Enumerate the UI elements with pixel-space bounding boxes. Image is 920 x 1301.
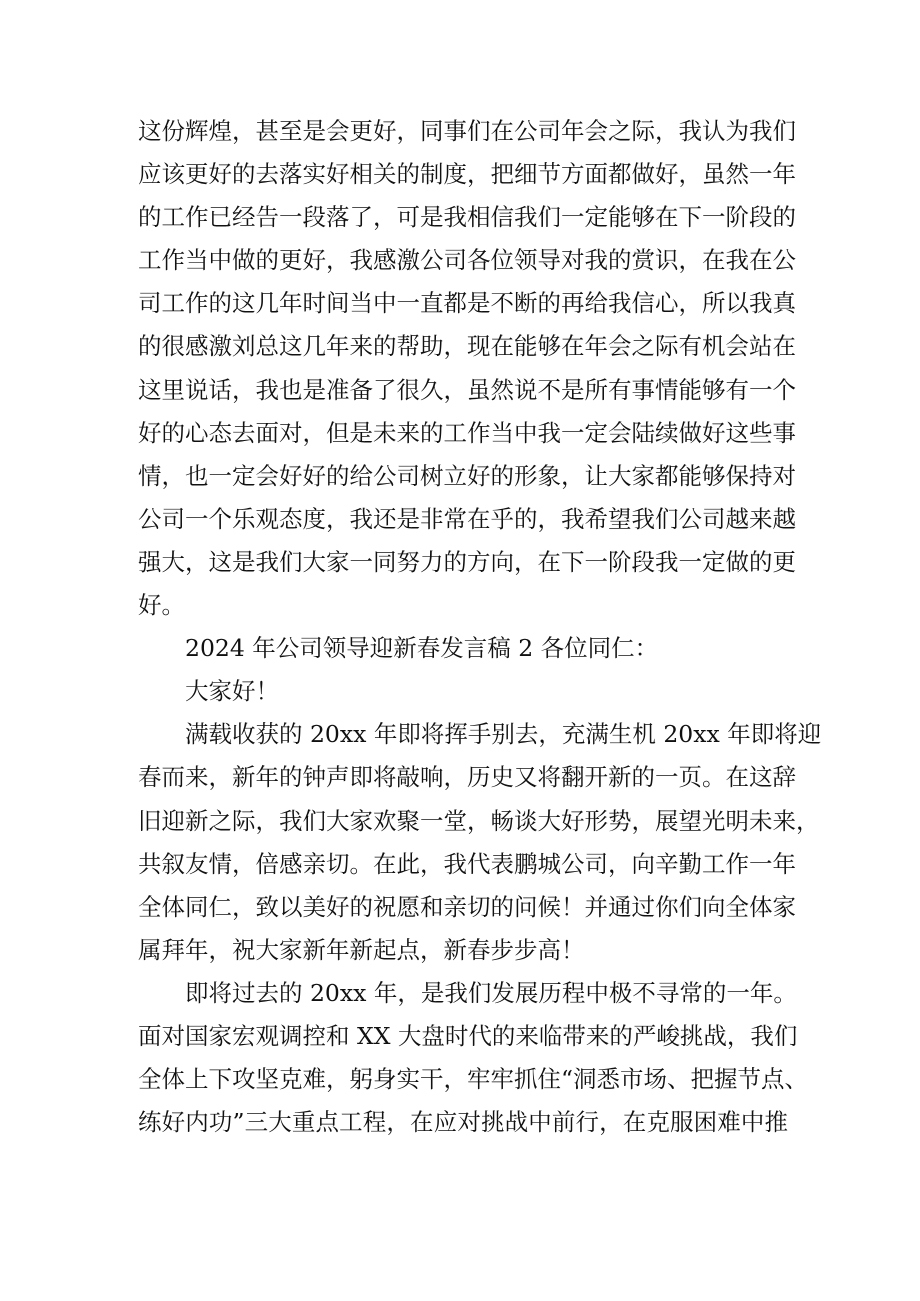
- speech-heading: [138, 627, 788, 670]
- text-line: 即将过去的 20xx 年，是我们发展历程中极不寻常的一年。: [185, 978, 797, 1007]
- text-line: 司工作的这几年时间当中一直都是不断的再给我信心，所以我真: [138, 289, 796, 318]
- text-line: 应该更好的去落实好相关的制度，把细节方面都做好，虽然一年: [138, 160, 796, 189]
- text-line: 情，也一定会好好的给公司树立好的形象，让大家都能够保持对: [138, 461, 796, 490]
- text-line: 全体同仁，致以美好的祝愿和亲切的问候！并通过你们向全体家: [138, 892, 796, 921]
- text-line: 面对国家宏观调控和 XX 大盘时代的来临带来的严峻挑战，我们: [138, 1021, 798, 1050]
- speech-title: 2024 年公司领导迎新春发言稿 2 各位同仁：: [185, 634, 659, 663]
- text-line: 好。: [138, 591, 185, 620]
- paragraph-continuation: [138, 110, 796, 627]
- text-line: 属拜年，祝大家新年新起点，新春步步高！: [138, 935, 585, 964]
- text-line: 这份辉煌，甚至是会更好，同事们在公司年会之际，我认为我们: [138, 117, 796, 145]
- text-line: 春而来，新年的钟声即将敲响，历史又将翻开新的一页。在这辞: [138, 763, 796, 792]
- text-line: 旧迎新之际，我们大家欢聚一堂，畅谈大好形势，展望光明未来，: [138, 806, 820, 835]
- text-line: 练好内功”三大重点工程，在应对挑战中前行，在克服困难中推: [138, 1108, 788, 1137]
- text-line: 满载收获的 20xx 年即将挥手别去，充满生机 20xx 年即将迎: [185, 720, 822, 749]
- paragraph-new-year: [138, 713, 822, 972]
- text-line: 这里说话，我也是准备了很久，虽然说不是所有事情能够有一个: [138, 375, 796, 404]
- paragraph-review: [138, 972, 809, 1144]
- text-line: 全体上下攻坚克难，躬身实干，牢牢抓住“洞悉市场、把握节点、: [138, 1065, 809, 1094]
- text-line: 工作当中做的更好，我感激公司各位领导对我的赏识，在我在公: [138, 246, 796, 275]
- text-line: 公司一个乐观态度，我还是非常在乎的，我希望我们公司越来越: [138, 504, 796, 533]
- text-line: 共叙友情，倍感亲切。在此，我代表鹏城公司，向辛勤工作一年: [138, 849, 796, 878]
- greeting: [138, 670, 788, 713]
- text-line: 强大，这是我们大家一同努力的方向，在下一阶段我一定做的更: [138, 547, 796, 576]
- text-line: 好的心态去面对，但是未来的工作当中我一定会陆续做好这些事: [138, 418, 796, 447]
- text-line: 的工作已经告一段落了，可是我相信我们一定能够在下一阶段的: [138, 203, 796, 232]
- document-body: [138, 110, 822, 1144]
- text-line: 的很感激刘总这几年来的帮助，现在能够在年会之际有机会站在: [138, 332, 796, 361]
- greeting-text: 大家好！: [185, 677, 279, 706]
